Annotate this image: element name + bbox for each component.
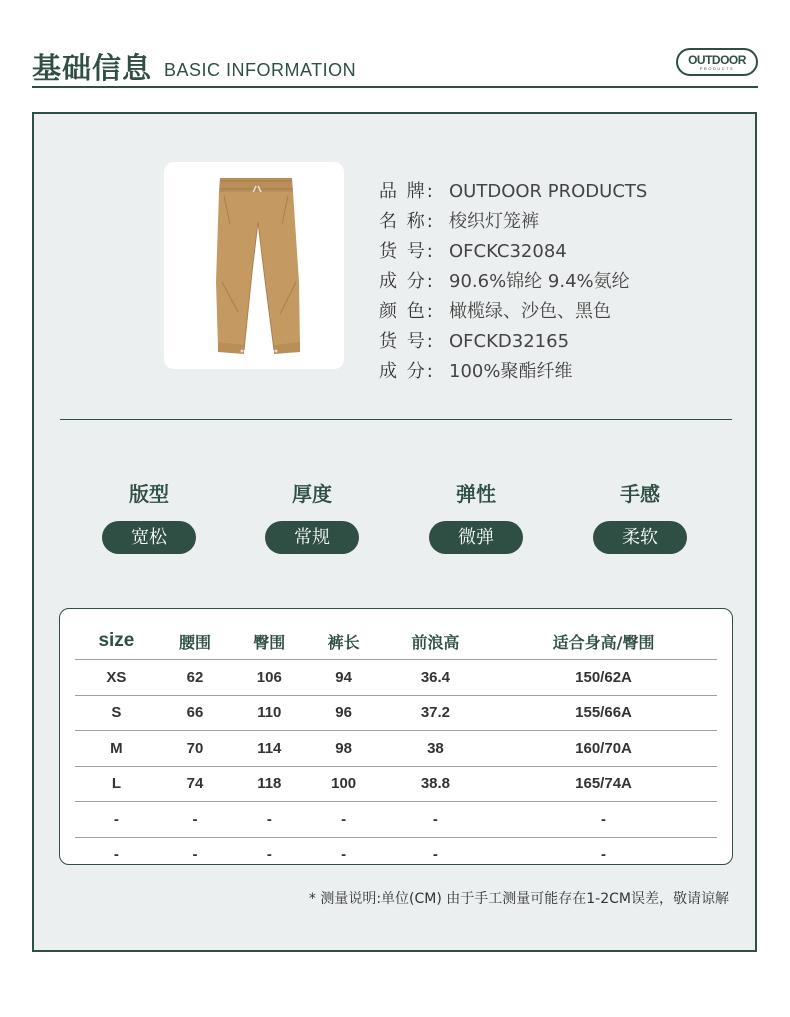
table-cell: 37.2 [381, 695, 490, 731]
info-key: 成 分: [379, 361, 435, 382]
info-key: 品 牌: [379, 181, 435, 202]
pants-illustration [164, 162, 344, 369]
table-cell: 150/62A [490, 660, 717, 696]
attribute-value-pill: 柔软 [593, 521, 687, 554]
table-row [75, 695, 717, 731]
attribute-hand-feel [593, 479, 687, 554]
table-cell: L [75, 766, 158, 802]
logo-subtext: PRODUCTS [699, 65, 735, 71]
table-cell: 38.8 [381, 766, 490, 802]
column-header: 裤长 [306, 623, 380, 660]
table-row [75, 766, 717, 802]
table-header-row [75, 623, 717, 660]
header-divider [32, 86, 758, 88]
product-info-list [379, 181, 647, 391]
attribute-fit [102, 479, 196, 554]
column-header: 臀围 [232, 623, 306, 660]
logo-text: OUTDOOR [688, 52, 746, 67]
table-cell: 118 [232, 766, 306, 802]
table-cell: M [75, 731, 158, 767]
table-cell: 62 [158, 660, 232, 696]
info-row-brand [379, 181, 647, 211]
info-key: 货 号: [379, 241, 435, 262]
table-cell: 100 [306, 766, 380, 802]
table-cell: - [381, 802, 490, 838]
column-header: size [75, 623, 158, 660]
section-divider [60, 419, 732, 420]
table-cell: 36.4 [381, 660, 490, 696]
table-cell: 155/66A [490, 695, 717, 731]
table-cell: 38 [381, 731, 490, 767]
info-row-composition-2 [379, 361, 647, 391]
attribute-value-pill: 微弹 [429, 521, 523, 554]
attribute-label: 手感 [620, 482, 660, 506]
table-cell: - [75, 802, 158, 838]
table-cell: 110 [232, 695, 306, 731]
info-value: OUTDOOR PRODUCTS [449, 181, 648, 202]
table-cell: 114 [232, 731, 306, 767]
page-title-en: BASIC INFORMATION [164, 60, 357, 80]
info-row-sku-2 [379, 331, 647, 361]
info-value: OFCKD32165 [449, 331, 570, 352]
info-row-colors [379, 301, 647, 331]
table-cell: - [432, 846, 438, 864]
table-cell: 160/70A [490, 731, 717, 767]
measurement-note: * 测量说明:单位(CM) 由于手工测量可能存在1-2CM误差，敬请谅解 [308, 891, 729, 907]
table-cell: S [75, 695, 158, 731]
brand-logo [676, 48, 758, 76]
size-table [75, 623, 717, 872]
table-cell: - [341, 846, 347, 864]
table-cell: - [158, 802, 232, 838]
table-cell: - [192, 846, 198, 864]
table-cell: 70 [158, 731, 232, 767]
attribute-elasticity [429, 479, 523, 554]
table-cell: 96 [306, 695, 380, 731]
info-row-name [379, 211, 647, 241]
info-value: 100%聚酯纤维 [449, 361, 573, 382]
table-cell: 106 [232, 660, 306, 696]
info-value: OFCKC32084 [449, 241, 567, 262]
info-row-composition [379, 271, 647, 301]
table-cell: - [113, 846, 119, 864]
info-key: 成 分: [379, 271, 435, 292]
info-panel [32, 112, 757, 952]
attribute-value-pill: 宽松 [102, 521, 196, 554]
table-cell: - [266, 846, 272, 864]
table-row [75, 731, 717, 767]
table-cell: - [306, 802, 380, 838]
info-key: 颜 色: [379, 301, 435, 322]
table-cell: - [232, 802, 306, 838]
attribute-label: 厚度 [292, 482, 332, 506]
table-row [75, 660, 717, 696]
info-value: 橄榄绿、沙色、黑色 [449, 301, 611, 322]
table-cell: - [490, 802, 717, 838]
size-table-card [59, 608, 733, 865]
column-header: 适合身高/臀围 [490, 623, 717, 660]
attribute-label: 弹性 [456, 482, 496, 506]
table-row [75, 837, 717, 872]
info-row-sku [379, 241, 647, 271]
product-image [164, 162, 344, 369]
table-row [75, 802, 717, 838]
table-cell: 94 [306, 660, 380, 696]
info-key: 名 称: [379, 211, 435, 232]
attribute-label: 版型 [129, 482, 169, 506]
column-header: 前浪高 [381, 623, 490, 660]
table-cell: 66 [158, 695, 232, 731]
column-header: 腰围 [158, 623, 232, 660]
table-cell: XS [75, 660, 158, 696]
table-cell: 98 [306, 731, 380, 767]
info-value: 90.6%锦纶 9.4%氨纶 [449, 271, 630, 292]
info-value: 梭织灯笼裤 [449, 211, 539, 232]
info-key: 货 号: [379, 331, 435, 352]
page-header [32, 40, 758, 88]
attribute-value-pill: 常规 [265, 521, 359, 554]
table-cell: 74 [158, 766, 232, 802]
table-cell: - [601, 846, 607, 864]
page-title-cn: 基础信息 [32, 51, 153, 85]
attribute-thickness [265, 479, 359, 554]
attribute-row [34, 479, 755, 559]
table-cell: 165/74A [490, 766, 717, 802]
